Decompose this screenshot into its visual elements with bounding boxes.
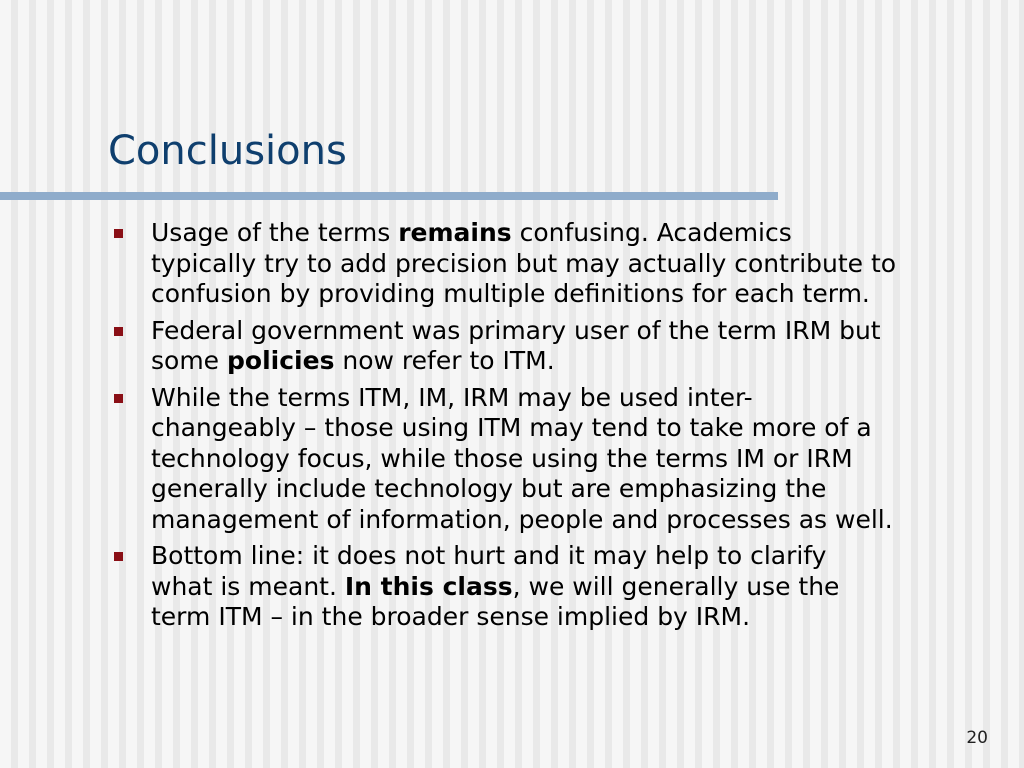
bullet-line [151,218,1012,249]
square-bullet-icon [114,229,123,238]
bullet-line [151,572,1012,603]
bullet-line: Bottom line: it does not hurt and it may help to clarify [151,541,827,570]
bullet-item [112,316,1012,377]
bullet-line: generally include technology but are emphasizing the [151,474,827,503]
bullet-text: some [151,346,228,375]
bullet-text: , we will generally use the [512,571,840,601]
bullet-item [112,218,1012,310]
bullet-line: While the terms ITM, IM, IRM may be used inter- [151,382,753,412]
bullet-line: technology focus, while those using the terms IM or IRM [151,443,853,473]
bullet-line: term ITM – in the broader sense implied by IRM. [151,602,751,631]
bullet-text: Usage of the terms [151,218,399,247]
square-bullet-icon [114,394,123,403]
bullet-text: what is meant. [151,571,345,601]
bullet-text: now refer to ITM. [334,346,555,375]
bullet-line: confusion by providing multiple definitions for each term. [151,279,870,308]
bullet-list [112,218,1012,639]
bullet-line: typically try to add precision but may actually contribute to [151,248,897,278]
bullet-emphasis: policies [227,346,335,375]
bullet-item [112,383,1012,536]
bullet-line: changeably – those using ITM may tend to take more of a [151,413,872,442]
bullet-emphasis: remains [398,218,512,247]
bullet-line: Federal government was primary user of the term IRM but [151,315,881,345]
title-underline-rule [0,192,778,200]
bullet-line: management of information, people and processes as well. [151,504,893,534]
slide-title: Conclusions [108,128,347,174]
bullet-text: confusing. Academics [511,218,792,247]
square-bullet-icon [114,327,123,336]
bullet-item [112,541,1012,633]
bullet-emphasis: In this class [344,571,513,601]
bullet-line [151,346,1012,377]
square-bullet-icon [114,552,123,561]
page-number: 20 [966,728,988,748]
